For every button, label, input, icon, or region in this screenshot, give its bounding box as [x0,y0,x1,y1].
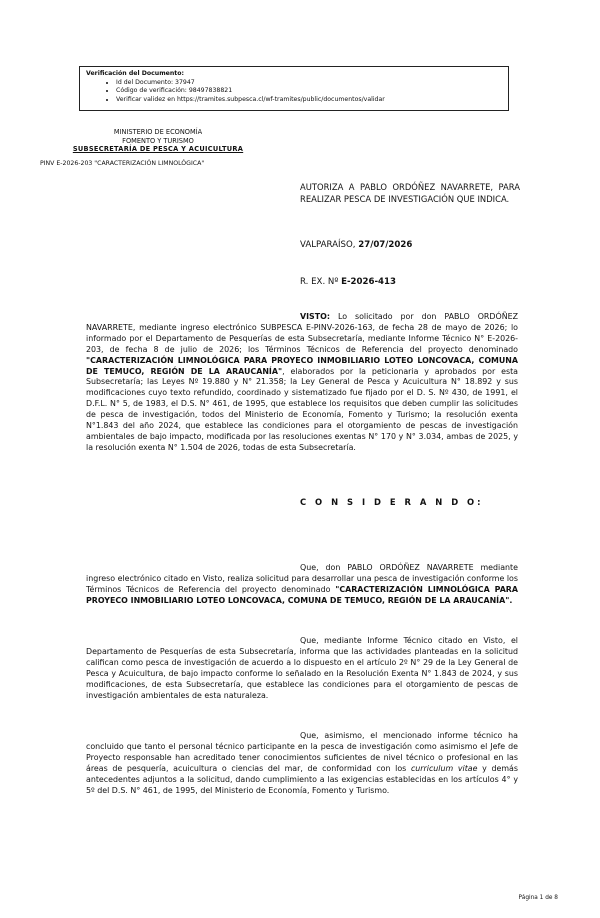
verification-code: • Código de verificación: 98497838821 [116,87,502,96]
subsecretaria-name: SUBSECRETARÍA DE PESCA Y ACUICULTURA [72,145,244,154]
visto-project-name: "CARACTERIZACIÓN LIMNOLÓGICA PARA PROYECO INMOBILIARIO LOTEO LONCOVACA, COMUNA DE TEMUCO, REGIÓN DE LA ARAUCANÍA" [86,355,518,376]
considerando-project-name: "CARACTERIZACIÓN LIMNOLÓGICA PARA PROYECO INMOBILIARIO LOTEO LONCOVACA, COMUNA DE TEMUCO, REGIÓN DE LA ARAUCANÍA". [86,584,518,605]
verification-doc-id: • Id del Documento: 37947 [116,79,502,88]
page-number: Página 1 de 8 [518,895,558,901]
verification-box [79,66,509,111]
resolution-number: E-2026-413 [341,277,396,287]
resolution-number-line [300,277,396,287]
verification-list [86,79,502,105]
place: VALPARAÍSO, [300,240,356,250]
verification-title: Verificación del Documento: [86,70,184,77]
resolution-summary: AUTORIZA A PABLO ORDÓÑEZ NAVARRETE, PARA REALIZAR PESCA DE INVESTIGACIÓN QUE INDICA. [300,182,520,204]
considerando-paragraph-2: Que, mediante Informe Técnico citado en Visto, el Departamento de Pesquerías de esta Subsecretaría, informa que las actividades planteadas en la solicitud califican como pesca de investigación de acuerdo a lo dispuesto en el artículo 2º N° 29 de la Ley General de Pesca y Acuicultura, de bajo impacto conforme lo señalado en la Resolución Exenta N° 1.843 de 2024, y sus modificaciones, de esta Subsecretaría, que establece las condiciones para el otorgamiento de pescas de investigación ambientales de esta naturaleza. [86,636,518,700]
place-date [300,240,412,250]
visto-paragraph: VISTO: Lo solicitado por don PABLO ORDÓÑEZ NAVARRETE, mediante ingreso electrónico SUBPESCA E-PINV-2026-163, de fecha 28 de mayo de 2026; lo informado por el Departamento de Pesquerías de esta Subsecretaría, mediante Informe Técnico N° E-2026-203, de fecha 8 de julio de 2026; los Términos Técnicos de Referencia del proyecto denominado "CARACTERIZACIÓN LIMNOLÓGICA PARA PROYECO INMOBILIARIO LOTEO LONCOVACA, COMUNA DE TEMUCO, REGIÓN DE LA ARAUCANÍA", elaborados por la peticionaria y aprobados por esta Subsecretaría; las Leyes Nº 19.880 y N° 21.358; la Ley General de Pesca y Acuicultura N° 18.892 y sus modificaciones cuyo texto refundido, coordinado y sistematizado fue fijado por el D. S. Nº 430, de 1991, el D.F.L. N° 5, de 1983, el D.S. N° 461, de 1995, que establece los requisitos que deben cumplir las solicitudes de pesca de investigación, todos del Ministerio de Economía, Fomento y Turismo; la resolución exenta N°1.843 del año 2024, que establece las condiciones para el otorgamiento de pescas de investigación ambientales de bajo impacto, modificada por las resoluciones exentas N° 170 y N° 3.034, ambas de 2025, y la resolución exenta N° 1.504 de 2026, todas de esta Subsecretaría. [86,312,518,452]
considerando-paragraph-1: Que, don PABLO ORDÓÑEZ NAVARRETE mediante ingreso electrónico citado en Visto, realiza solicitud para desarrollar una pesca de investigación conforme los Términos Técnicos de Referencia del proyecto denominado "CARACTERIZACIÓN LIMNOLÓGICA PARA PROYECO INMOBILIARIO LOTEO LONCOVACA, COMUNA DE TEMUCO, REGIÓN DE LA ARAUCANÍA". [86,563,518,605]
letterhead [40,128,276,154]
resolution-number-label: R. EX. Nº [300,277,339,287]
ministry-name-2: FOMENTO Y TURISMO [122,136,194,145]
curriculum-italic: curriculum vitae [410,763,478,773]
considerando-title: C O N S I D E R A N D O: [300,497,484,507]
considerando-paragraph-3: Que, asimismo, el mencionado informe técnico ha concluido que tanto el personal técnico participante en la pesca de investigación como asimismo el Jefe de Proyecto responsable han acreditado tener conocimientos suficientes de nivel técnico o profesional en las áreas de pesquería, acuicultura o ciencias del mar, de conformidad con los curriculum vitae y demás antecedentes adjuntos a la solicitud, dando cumplimiento a las exigencias establecidas en los artículos 4° y 5º del D.S. N° 461, de 1995, del Ministerio de Economía, Fomento y Turismo. [86,731,518,795]
visto-label: VISTO: [300,312,330,321]
resolution-date: 27/07/2026 [358,240,413,250]
reference-line: PINV E-2026-203 "CARACTERIZACIÓN LIMNOLÓGICA" [40,160,205,167]
verification-link[interactable]: • Verificar validez en https://tramites.subpesca.cl/wf-tramites/public/documentos/validar [116,96,502,105]
ministry-name: MINISTERIO DE ECONOMÍA [113,128,203,136]
